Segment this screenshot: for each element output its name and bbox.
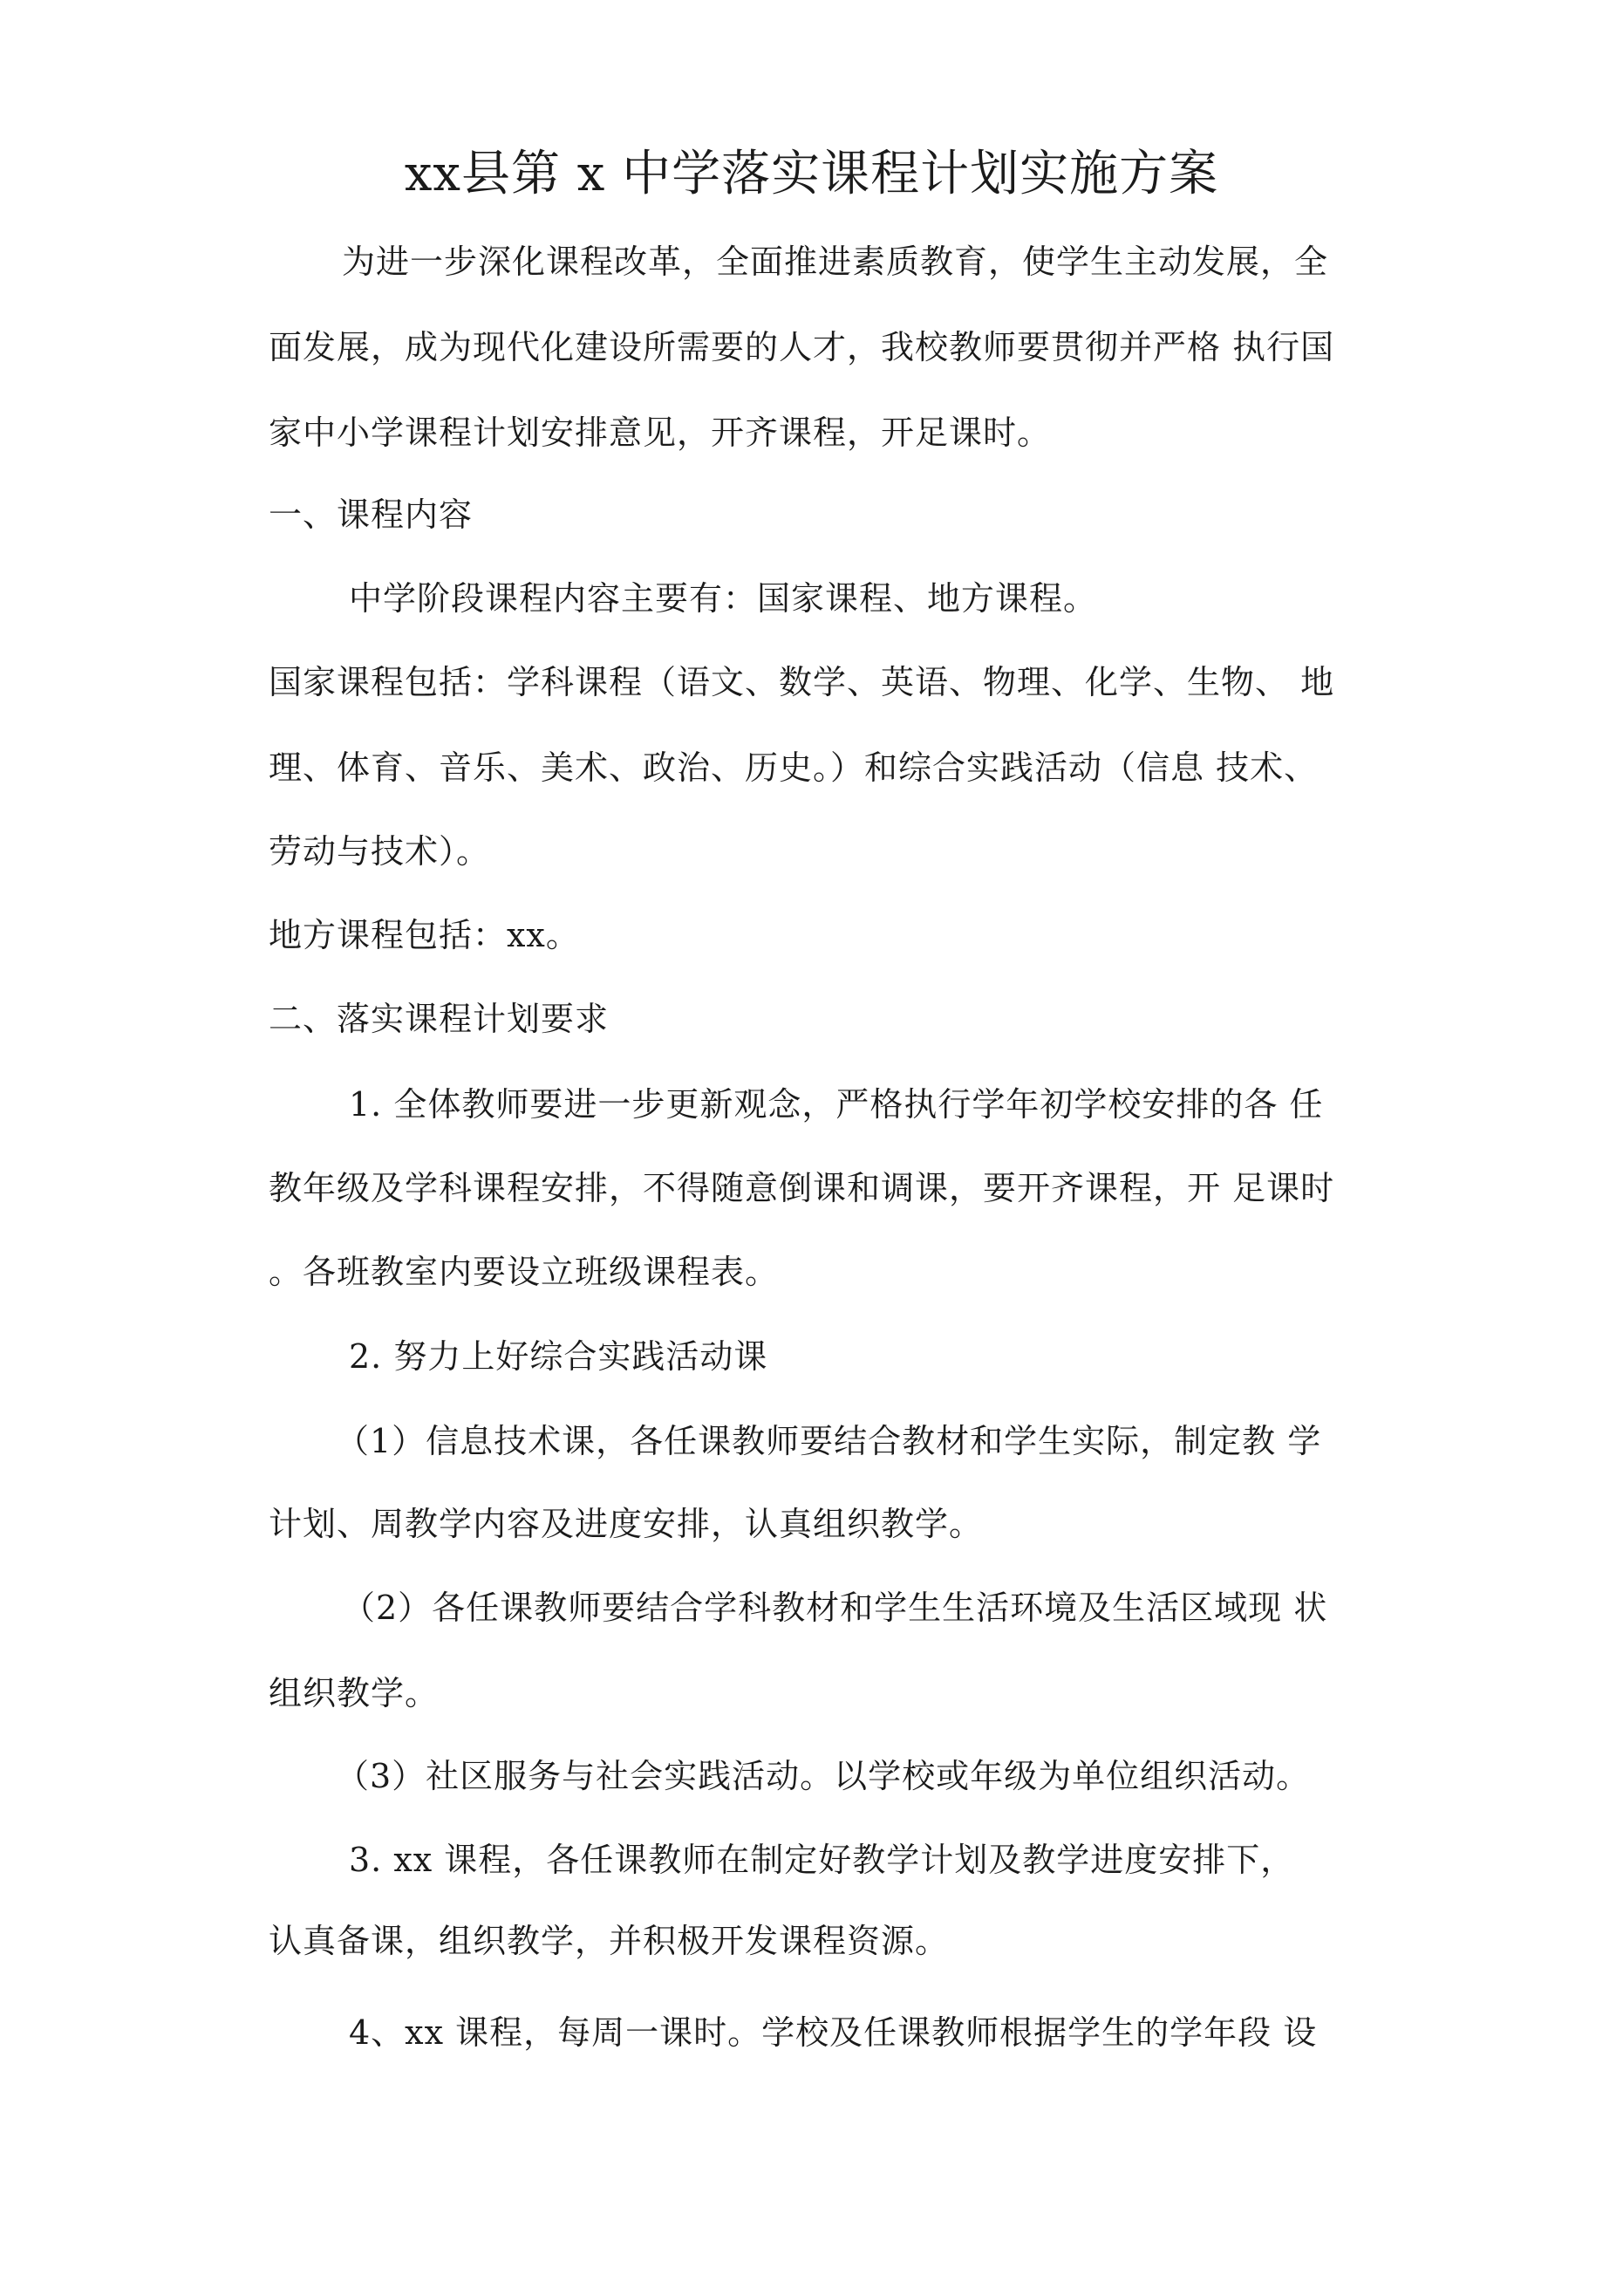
national-courses-line-2: 理、体育、音乐、美术、政治、历史。）和综合实践活动（信息 技术、 (269, 748, 1319, 787)
national-courses-line-1: 国家课程包括：学科课程（语文、数学、英语、物理、化学、生物、 地 (269, 663, 1335, 701)
intro-line-2: 面发展，成为现代化建设所需要的人才，我校教师要贯彻并严格 执行国 (269, 328, 1335, 366)
item-3-line-1: 3. xx 课程，各任课教师在制定好教学计划及教学进度安排下， (349, 1841, 1295, 1879)
item-3-line-2: 认真备课，组织教学，并积极开发课程资源。 (269, 1922, 950, 1960)
item-2-sub-2-line-1: （2）各任课教师要结合学科教材和学生生活环境及生活区域现 状 (342, 1589, 1328, 1627)
local-courses-line: 地方课程包括：xx。 (269, 916, 580, 954)
item-2-sub-1-line-1: （1）信息技术课，各任课教师要结合教材和学生实际，制定教 学 (336, 1422, 1322, 1460)
item-2-sub-1-line-2: 计划、周教学内容及进度安排，认真组织教学。 (269, 1505, 984, 1543)
item-2-heading: 2. 努力上好综合实践活动课 (349, 1337, 768, 1376)
item-2-sub-3: （3）社区服务与社会实践活动。以学校或年级为单位组织活动。 (336, 1757, 1311, 1795)
section-1-heading: 一、课程内容 (269, 495, 474, 534)
item-1-line-1: 1. 全体教师要进一步更新观念，严格执行学年初学校安排的各 任 (349, 1085, 1324, 1124)
intro-line-3: 家中小学课程计划安排意见，开齐课程，开足课时。 (269, 413, 1052, 452)
intro-line-1: 为进一步深化课程改革，全面推进素质教育，使学生主动发展，全 (342, 243, 1329, 281)
item-2-sub-2-line-2: 组织教学。 (269, 1674, 440, 1712)
item-4-line-1: 4、xx 课程，每周一课时。学校及任课教师根据学生的学年段 设 (349, 2013, 1318, 2052)
item-1-line-3: 。各班教室内要设立班级课程表。 (269, 1253, 780, 1291)
section-1-summary: 中学阶段课程内容主要有：国家课程、地方课程。 (349, 579, 1098, 618)
national-courses-line-3: 劳动与技术）。 (269, 832, 491, 871)
document-title: xx县第 x 中学落实课程计划实施方案 (404, 146, 1219, 202)
section-2-heading: 二、落实课程计划要求 (269, 1000, 610, 1038)
item-1-line-2: 教年级及学科课程安排，不得随意倒课和调课，要开齐课程，开 足课时 (269, 1169, 1335, 1207)
